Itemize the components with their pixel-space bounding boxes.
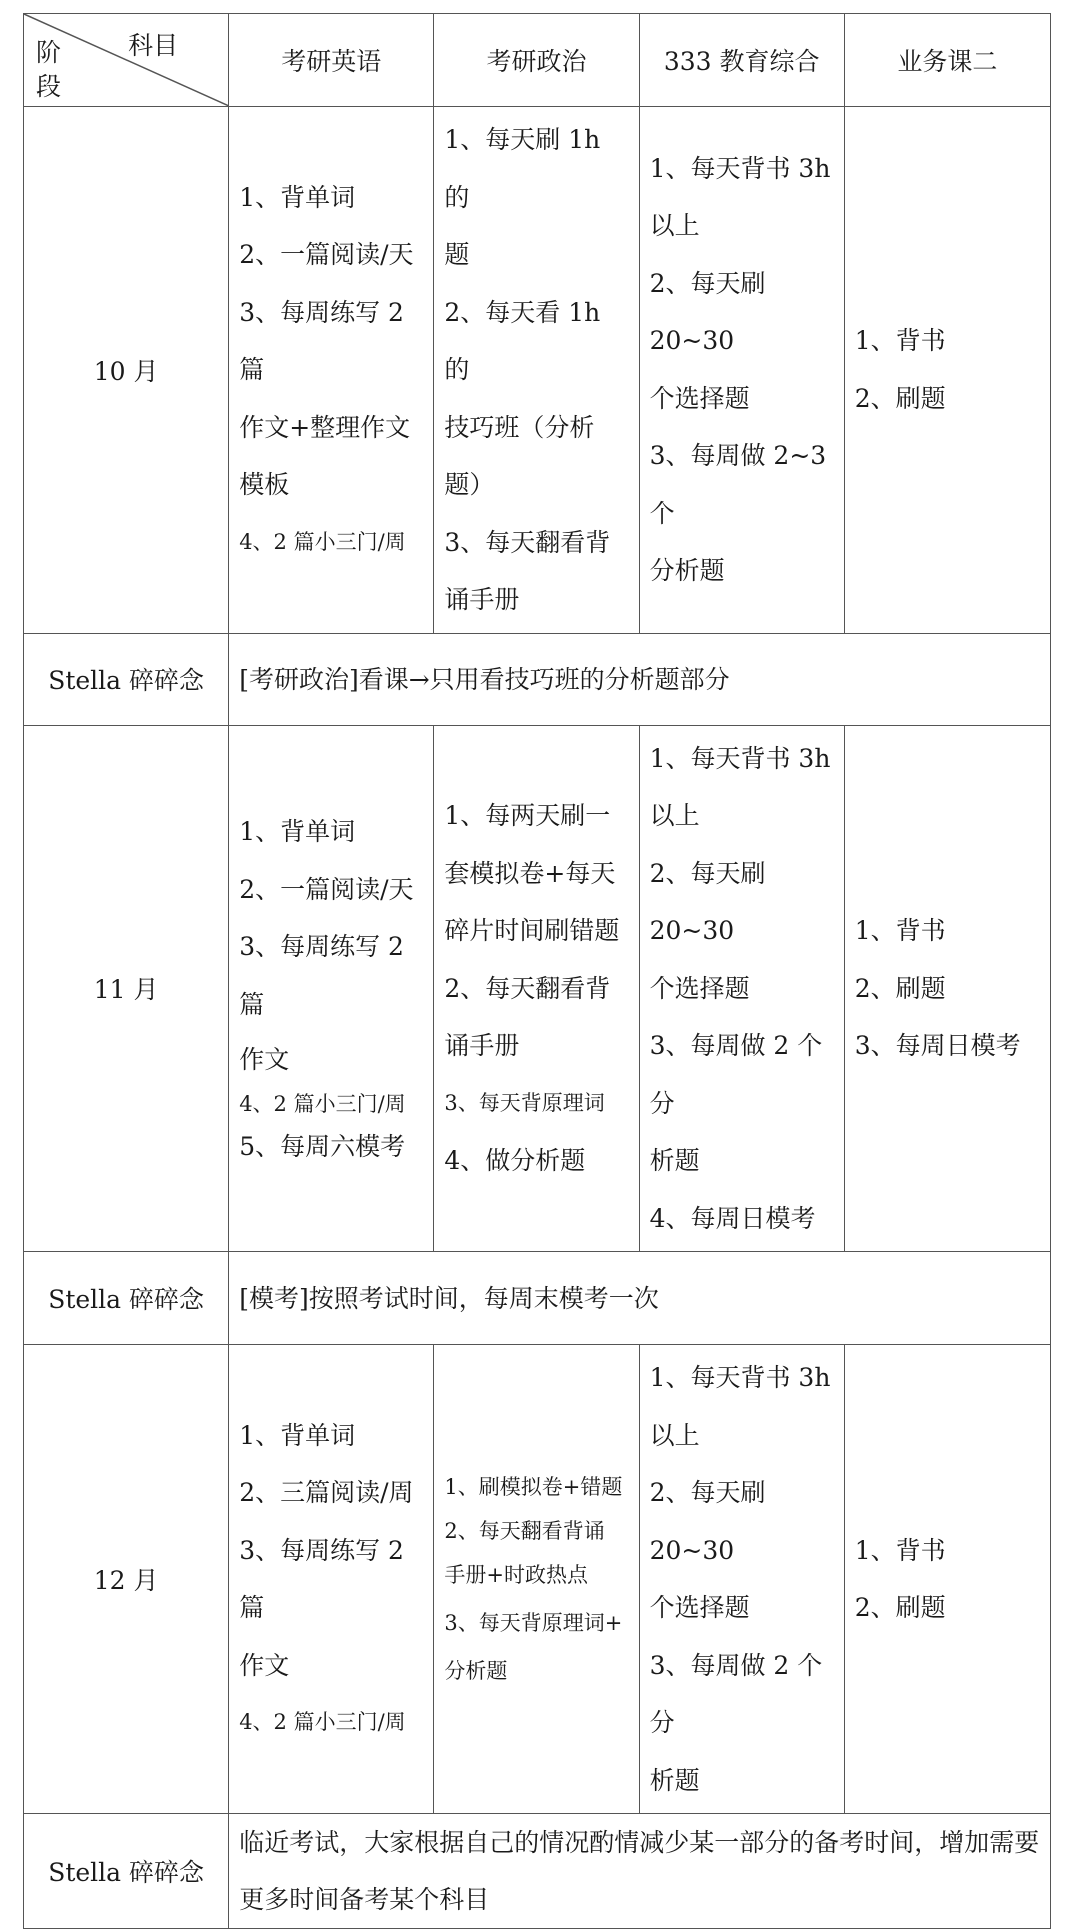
study-plan-table [23, 13, 1051, 1929]
list-item: 分析题 [444, 1659, 508, 1683]
list-item: 1、刷模拟卷+错题 [444, 1475, 623, 1499]
list-item: 2、每天刷 20~30 [649, 268, 766, 356]
list-item: 作文 [239, 1650, 290, 1680]
list-item: 2、每天刷 20~30 [649, 858, 766, 945]
note-label: Stella 碎碎念 [24, 1252, 229, 1345]
list-item: 2、每天翻看背诵 [444, 1519, 605, 1543]
list-item: 诵手册 [444, 585, 520, 614]
list-item: 以上 [649, 211, 700, 241]
stage-axis-label: 阶段 [36, 38, 62, 101]
list-item: 4、2 篇小三门/周 [239, 1710, 406, 1734]
stage-cell: 11 月 [24, 725, 229, 1252]
list-item: 3、每周日模考 [854, 1031, 1021, 1060]
list-item: 个选择题 [649, 383, 750, 413]
list-item: 2、一篇阅读/天 [239, 240, 414, 269]
list-item: 5、每周六模考 [239, 1132, 406, 1162]
list-item: 1、背书 [854, 916, 946, 945]
note-row [24, 1814, 1051, 1929]
note-row [24, 1252, 1051, 1345]
note-label: Stella 碎碎念 [24, 633, 229, 725]
list-item: 2、一篇阅读/天 [239, 874, 414, 904]
list-item: 诵手册 [444, 1031, 520, 1060]
list-item: 2、刷题 [854, 973, 946, 1003]
list-item: 个选择题 [649, 973, 750, 1003]
list-item: 3、每天翻看背 [444, 527, 611, 557]
list-item: 3、每天背原理词 [444, 1090, 605, 1115]
list-item: 作文+整理作文 [239, 412, 411, 442]
course2-tasks-cell [844, 107, 1050, 634]
list-item: 1、每天背书 3h [649, 743, 831, 773]
list-item: 以上 [649, 1420, 700, 1450]
list-item: 3、每周做 2~3 个 [649, 441, 827, 528]
note-text: 临近考试，大家根据自己的情况酌情减少某一部分的备考时间，增加需要更多时间备考某个科目 [229, 1814, 1051, 1929]
list-item: 1、每天刷 1h 的 [444, 125, 601, 212]
list-item: 析题 [649, 1765, 700, 1795]
note-text: [考研政治]看课→只用看技巧班的分析题部分 [229, 633, 1051, 725]
table-row-october [24, 107, 1051, 634]
list-item: 1、背单词 [239, 817, 356, 847]
list-item: 2、每天看 1h 的 [444, 297, 601, 384]
column-header-course2: 业务课二 [844, 14, 1050, 107]
education-tasks-cell [639, 107, 844, 634]
list-item: 1、每两天刷一 [444, 801, 611, 830]
list-item: 4、每周日模考 [649, 1203, 816, 1233]
column-header-politics: 考研政治 [434, 14, 639, 107]
note-row [24, 633, 1051, 725]
note-text: [模考]按照考试时间，每周末模考一次 [229, 1252, 1051, 1345]
list-item: 1、每天背书 3h [649, 1363, 831, 1392]
list-item: 个选择题 [649, 1593, 750, 1622]
list-item: 手册+时政热点 [444, 1563, 588, 1587]
stage-cell: 10 月 [24, 107, 229, 634]
corner-header-cell [24, 14, 229, 107]
politics-tasks-cell [434, 1345, 639, 1814]
list-item: 碎片时间刷错题 [444, 916, 620, 945]
list-item: 3、每周做 2 个分 [649, 1031, 823, 1118]
list-item: 以上 [649, 801, 700, 830]
column-header-education: 333 教育综合 [639, 14, 844, 107]
list-item: 套模拟卷+每天 [444, 858, 616, 888]
english-tasks-cell [229, 725, 434, 1252]
list-item: 析题 [649, 1146, 700, 1175]
list-item: 1、背书 [854, 1535, 946, 1565]
list-item: 1、背单词 [239, 1420, 356, 1450]
list-item: 4、2 篇小三门/周 [239, 529, 406, 554]
list-item: 1、每天背书 3h [649, 153, 831, 183]
course2-tasks-cell [844, 725, 1050, 1252]
list-item: 3、每周练写 2 篇 [239, 297, 404, 384]
list-item: 2、三篇阅读/周 [239, 1478, 414, 1507]
table-row-november [24, 725, 1051, 1252]
list-item: 模板 [239, 470, 290, 499]
list-item: 技巧班（分析题） [444, 412, 595, 499]
politics-tasks-cell [434, 725, 639, 1252]
header-row [24, 14, 1051, 107]
note-label: Stella 碎碎念 [24, 1814, 229, 1929]
course2-tasks-cell [844, 1345, 1050, 1814]
list-item: 分析题 [649, 556, 725, 586]
list-item: 2、刷题 [854, 1593, 946, 1622]
list-item: 4、2 篇小三门/周 [239, 1092, 406, 1117]
list-item: 3、每周练写 2 篇 [239, 1535, 404, 1622]
list-item: 2、刷题 [854, 383, 946, 413]
english-tasks-cell [229, 107, 434, 634]
list-item: 3、每天背原理词+ [444, 1611, 623, 1635]
column-header-english: 考研英语 [229, 14, 434, 107]
list-item: 2、每天翻看背 [444, 973, 611, 1003]
list-item: 题 [444, 240, 470, 269]
list-item: 2、每天刷 20~30 [649, 1478, 766, 1565]
stage-cell: 12 月 [24, 1345, 229, 1814]
list-item: 1、背单词 [239, 182, 356, 212]
list-item: 1、背书 [854, 326, 946, 356]
politics-tasks-cell [434, 107, 639, 634]
list-item: 4、做分析题 [444, 1146, 586, 1175]
education-tasks-cell [639, 725, 844, 1252]
list-item: 作文 [239, 1045, 290, 1075]
english-tasks-cell [229, 1345, 434, 1814]
table-row-december [24, 1345, 1051, 1814]
list-item: 3、每周练写 2 篇 [239, 932, 404, 1019]
education-tasks-cell [639, 1345, 844, 1814]
subject-axis-label: 科目 [128, 31, 179, 60]
list-item: 3、每周做 2 个分 [649, 1650, 823, 1737]
